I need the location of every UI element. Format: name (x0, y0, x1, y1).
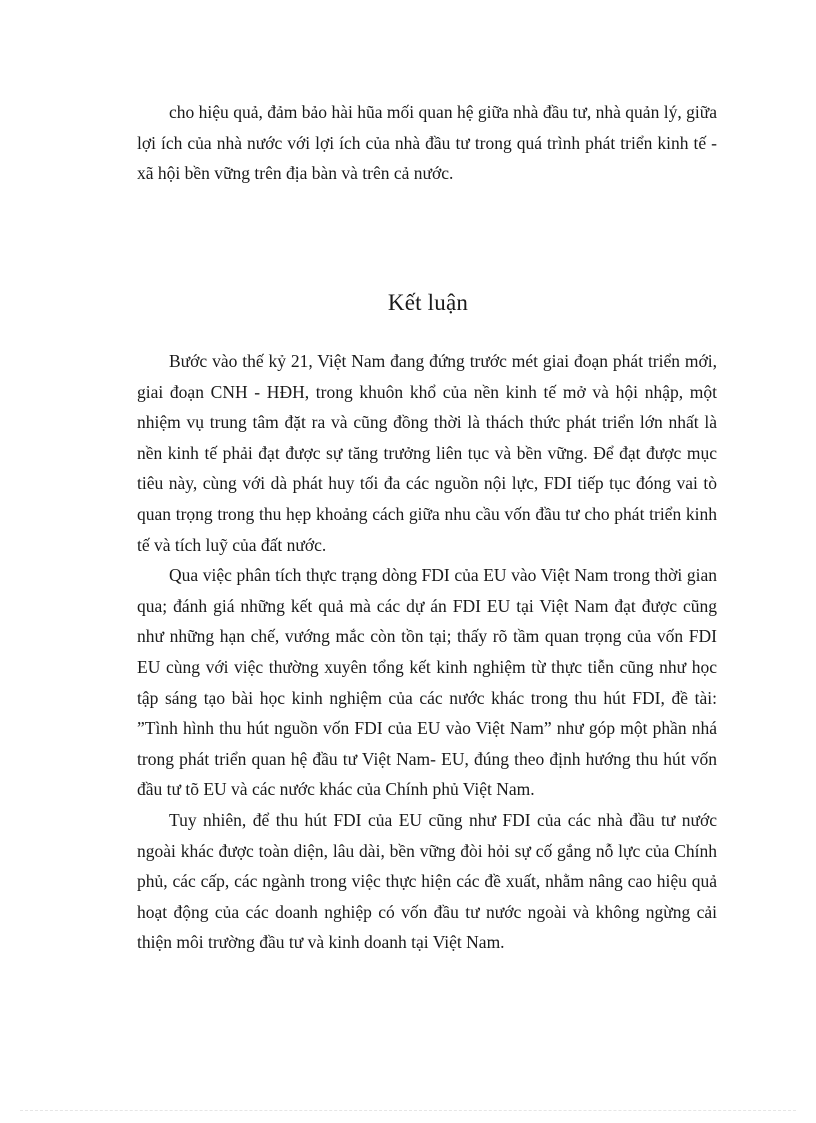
intro-section (137, 97, 717, 189)
page-bottom-divider (20, 1110, 796, 1111)
page-title: Kết luận (387, 290, 469, 315)
conclusion-body (137, 346, 717, 958)
intro-paragraph: cho hiệu quả, đảm bảo hài hũa mối quan hệ giữa nhà đầu tư, nhà quản lý, giữa lợi ích của nhà nước với lợi ích của nhà đầu tư trong quá trình phát triển kinh tế - xã hội bền vững trên địa bàn và trên cả nước. (137, 102, 717, 184)
conclusion-paragraph-2: Qua việc phân tích thực trạng dòng FDI của EU vào Việt Nam trong thời gian qua; đánh giá những kết quả mà các dự án FDI EU tại Việt Nam đạt được cũng như những hạn chế, vướng mắc còn tồn tại; thấy rõ tầm quan trọng của vốn FDI EU cùng với việc thường xuyên tổng kết kinh nghiệm từ thực tiễn cũng như học tập sáng tạo bài học kinh nghiệm của các nước khác trong thu hút FDI, đề tài: ”Tình hình thu hút nguồn vốn FDI của EU vào Việt Nam” như góp một phần nhá trong phát triển quan hệ đầu tư Việt Nam- EU, đúng theo định hướng thu hút vốn đầu tư tõ EU và các nước khác của Chính phủ Việt Nam. (137, 565, 717, 800)
conclusion-paragraph-3: Tuy nhiên, để thu hút FDI của EU cũng như FDI của các nhà đầu tư nước ngoài khác được toàn diện, lâu dài, bền vững đòi hỏi sự cố gắng nỗ lực của Chính phủ, các cấp, các ngành trong việc thực hiện các đề xuất, nhằm nâng cao hiệu quả hoạt động của các doanh nghiệp có vốn đầu tư nước ngoài và không ngừng cải thiện môi trường đầu tư và kinh doanh tại Việt Nam. (137, 809, 717, 953)
conclusion-paragraph-1: Bước vào thế kỷ 21, Việt Nam đang đứng trước mét giai đoạn phát triển mới, giai đoạn CNH - HĐH, trong khuôn khổ của nền kinh tế mở và hội nhập, một nhiệm vụ trung tâm đặt ra và cũng đồng thời là thách thức phát triển lớn nhất là nền kinh tế phải đạt được sự tăng trưởng liên tục và bền vững. Để đạt được mục tiêu này, cùng với dà phát huy tối đa các nguồn nội lực, FDI tiếp tục đóng vai tò quan trọng trong thu hẹp khoảng cách giữa nhu cầu vốn đầu tư cho phát triển kinh tế và tích luỹ của đất nước. (137, 351, 717, 555)
